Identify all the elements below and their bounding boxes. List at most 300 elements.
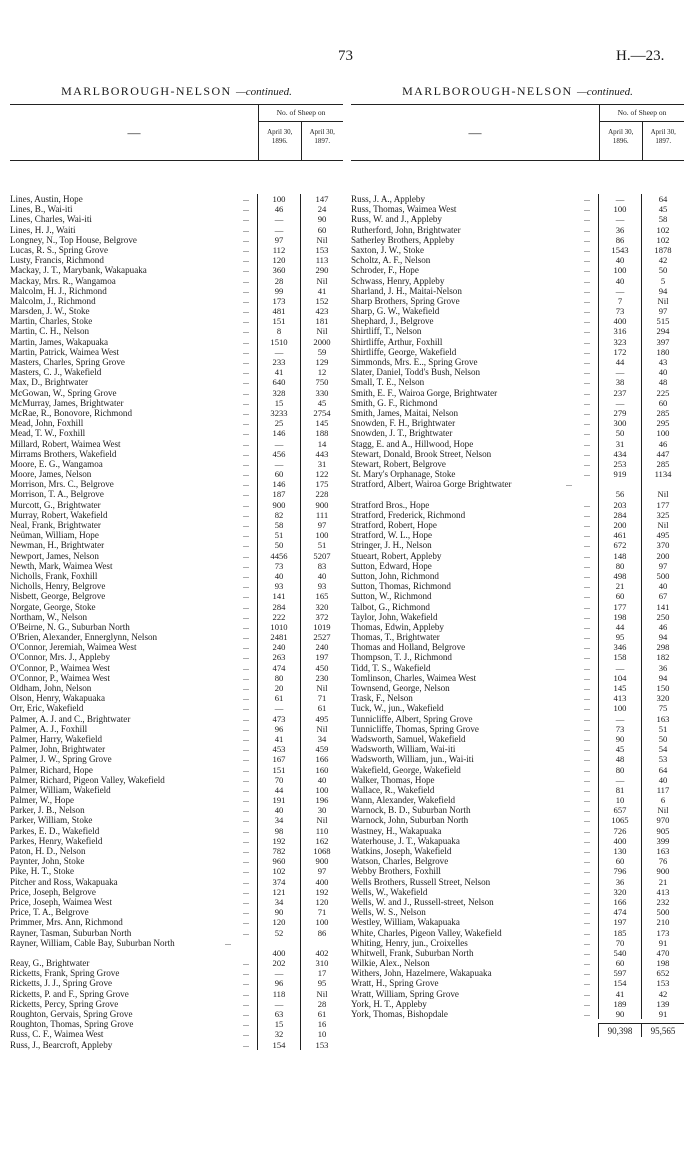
sheep-1896-cell: 90 [598, 1009, 641, 1019]
sheep-1896-cell: 146 [257, 479, 300, 489]
sheep-1896-cell: 473 [257, 714, 300, 724]
owner-cell [10, 968, 257, 978]
sheep-1897-cell: 1134 [641, 469, 684, 479]
sheep-1896-cell: 316 [598, 326, 641, 336]
leader-dots: ... [584, 805, 590, 815]
owner-cell [10, 897, 257, 907]
sheep-1897-cell: 91 [641, 1009, 684, 1019]
sheep-1897-cell: 290 [300, 265, 343, 275]
leader-dots: ... [243, 530, 249, 540]
sheep-1896-cell: 453 [257, 744, 300, 754]
leader-dots: ... [584, 856, 590, 866]
table-row [351, 459, 684, 469]
table-row [10, 398, 343, 408]
sheep-1897-cell: 67 [641, 591, 684, 601]
table-row [10, 917, 343, 927]
leader-dots: ... [243, 244, 249, 254]
owner-name: Russ, Thomas, Waimea West [351, 204, 457, 215]
sheep-1897-cell: 58 [641, 214, 684, 224]
owner-cell [10, 326, 257, 336]
sheep-1897-cell: 232 [641, 897, 684, 907]
owner-cell [10, 652, 257, 662]
leader-dots: ... [584, 642, 590, 652]
leader-dots: ... [243, 489, 249, 499]
owner-cell [10, 1040, 257, 1050]
table-row [351, 948, 684, 958]
owner-cell [10, 734, 257, 744]
table-row [10, 632, 343, 642]
sheep-1897-cell: 1068 [300, 846, 343, 856]
owner-name: O'Connor, P., Waimea West [10, 662, 111, 673]
table-row [351, 276, 684, 286]
sheep-1896-cell: 63 [257, 1009, 300, 1019]
owner-name: Wadsworth, Samuel, Wakefield [351, 733, 466, 744]
sheep-1897-cell: 94 [641, 286, 684, 296]
owner-cell [10, 500, 257, 510]
owner-name: Nisbett, George, Belgrove [10, 591, 106, 602]
sheep-1897-cell: Nil [641, 805, 684, 815]
owner-cell [10, 754, 257, 764]
sheep-1896-cell: 374 [257, 877, 300, 887]
owner-name: Roughton, Thomas, Spring Grove [10, 1019, 134, 1030]
sheep-1897-cell: 24 [300, 204, 343, 214]
sheep-1896-cell: 120 [257, 917, 300, 927]
leader-dots: ... [243, 927, 249, 937]
table-row [10, 510, 343, 520]
leader-dots: ... [584, 591, 590, 601]
leader-dots: ... [584, 407, 590, 417]
leader-dots: ... [584, 265, 590, 275]
sheep-1896-cell: 93 [257, 581, 300, 591]
sheep-1896-cell: 173 [257, 296, 300, 306]
table-row [10, 1019, 343, 1029]
table-row [351, 510, 684, 520]
sheep-1896-cell: 154 [257, 1040, 300, 1050]
sheep-1897-cell: 40 [641, 581, 684, 591]
leader-dots: ... [243, 683, 249, 692]
owner-cell [10, 856, 257, 866]
leader-dots: ... [243, 1009, 249, 1019]
owner-name: Waterhouse, J. T., Wakapuaka [351, 835, 460, 846]
owner-name: Shephard, J., Belgrove [351, 316, 434, 327]
leader-dots: ... [584, 458, 590, 468]
owner-name: York, H. T., Appleby [351, 998, 427, 1009]
sheep-1897-cell: 42 [641, 255, 684, 265]
leader-dots: ... [243, 520, 249, 529]
column-title-text: MARLBOROUGH-NELSON [61, 84, 232, 98]
owner-cell [351, 306, 598, 316]
owner-cell [10, 703, 257, 713]
sheep-1896-cell: 130 [598, 846, 641, 856]
sheep-1896-cell: 237 [598, 388, 641, 398]
sheep-1897-cell: 102 [641, 225, 684, 235]
sheep-1897-cell: 240 [300, 642, 343, 652]
sheep-1896-cell: 100 [598, 265, 641, 275]
sheep-1896-cell: 146 [257, 428, 300, 438]
owner-name: Parker, J. B., Nelson [10, 805, 85, 816]
owner-cell [10, 530, 257, 540]
sheep-1896-cell: 41 [257, 734, 300, 744]
leader-dots: ... [243, 693, 249, 703]
owner-name: Murcott, G., Brightwater [10, 499, 101, 510]
owner-cell [351, 968, 598, 978]
owner-cell [351, 204, 598, 214]
owner-name: Scholtz, A. F., Nelson [351, 255, 431, 266]
table-row [351, 958, 684, 968]
owner-name: Stratford, Albert, Wairoa Gorge Brightwater [351, 479, 512, 490]
table-row [10, 245, 343, 255]
leader-dots: ... [584, 1009, 590, 1019]
owner-name: Pike, H. T., Stoke [10, 866, 75, 877]
owner-name: Lines, Charles, Wai-iti [10, 214, 92, 225]
leader-dots: ... [584, 234, 590, 244]
table-row [351, 612, 684, 622]
leader-dots: ... [584, 744, 590, 754]
owner-name: Smith, G. F., Richmond [351, 397, 438, 408]
sheep-1896-cell: 782 [257, 846, 300, 856]
owner-name: Price, Joseph, Waimea West [10, 896, 112, 907]
table-row [351, 632, 684, 642]
table-row [10, 469, 343, 479]
sheep-1897-cell: 97 [300, 520, 343, 530]
table-row [10, 449, 343, 459]
owner-cell [10, 418, 257, 428]
owner-name: McGowan, W., Spring Grove [10, 387, 117, 398]
sheep-1896-cell: 474 [257, 663, 300, 673]
table-row [351, 673, 684, 683]
sheep-1896-cell: 1543 [598, 245, 641, 255]
sheep-1897-cell: 443 [300, 449, 343, 459]
leader-dots: ... [243, 387, 249, 397]
sheep-1897-cell: 16 [300, 1019, 343, 1029]
leader-dots: ... [584, 244, 590, 254]
sheep-1897-cell: 41 [300, 286, 343, 296]
owner-name: Neal, Frank, Brightwater [10, 520, 101, 530]
table-row [351, 805, 684, 815]
owner-cell [351, 194, 598, 204]
owner-cell [10, 551, 257, 561]
sheep-1897-cell: 97 [641, 561, 684, 571]
owner-cell [10, 642, 257, 652]
owner-cell [351, 785, 598, 795]
sheep-column-header [599, 105, 684, 160]
owner-name: Watkins, Joseph, Wakefield [351, 846, 452, 857]
sheep-1896-cell: 100 [598, 204, 641, 214]
sheep-1896-cell: 191 [257, 795, 300, 805]
table-row [10, 897, 343, 907]
sheep-1897-cell: Nil [300, 326, 343, 336]
owner-name: O'Brien, Alexander, Ennerglynn, Nelson [10, 632, 158, 643]
owner-cell [10, 581, 257, 591]
leader-dots: ... [243, 1039, 249, 1049]
sheep-1897-cell: 652 [641, 968, 684, 978]
leader-dots: ... [584, 866, 590, 876]
owner-cell [351, 724, 598, 734]
sheep-1896-cell: 400 [598, 316, 641, 326]
owner-cell [351, 428, 598, 438]
table-row [10, 459, 343, 469]
owner-name: Stewart, Donald, Brook Street, Nelson [351, 448, 492, 459]
leader-dots: ... [243, 428, 249, 438]
leader-dots: ... [243, 285, 249, 295]
sheep-1896-cell: 41 [257, 367, 300, 377]
leader-dots: ... [243, 204, 249, 214]
owner-cell [351, 449, 598, 459]
sheep-1897-cell: 5 [641, 276, 684, 286]
owner-cell [351, 326, 598, 336]
sheep-1897-cell: 197 [300, 652, 343, 662]
leader-dots: ... [243, 234, 249, 244]
owner-cell [351, 388, 598, 398]
owner-name: Mead, John, Foxhill [10, 418, 84, 429]
sheep-1896-cell: 100 [257, 194, 300, 204]
owner-name: Russ, J. A., Appleby [351, 194, 426, 204]
owner-name: Masters, Charles, Spring Grove [10, 357, 125, 367]
table-row [10, 439, 343, 449]
table-row [351, 602, 684, 612]
owner-name: Sutton, W., Richmond [351, 591, 432, 602]
leader-dots: ... [584, 306, 590, 316]
leader-dots: ... [243, 825, 249, 835]
sheep-1897-cell: Nil [641, 479, 684, 499]
sheep-1897-cell: 59 [300, 347, 343, 357]
leader-dots: ... [584, 825, 590, 835]
table-row [10, 418, 343, 428]
sheep-1897-cell: 230 [300, 673, 343, 683]
sheep-1896-cell: 73 [598, 724, 641, 734]
owner-cell [10, 989, 257, 999]
table-row [351, 377, 684, 387]
owner-name: Ricketts, P. and F., Spring Grove [10, 988, 129, 999]
sheep-1896-cell: 52 [257, 928, 300, 938]
sheep-1897-cell: 2000 [300, 337, 343, 347]
sheep-column-header [258, 105, 343, 160]
leader-dots: ... [243, 662, 249, 672]
sheep-1897-cell: 46 [641, 439, 684, 449]
sheep-1897-cell: 2754 [300, 408, 343, 418]
owner-cell [10, 439, 257, 449]
table-row [10, 775, 343, 785]
leader-dots: ... [243, 357, 249, 366]
leader-dots: ... [243, 601, 249, 611]
table-row [351, 357, 684, 367]
sheep-1897-cell: 50 [641, 734, 684, 744]
sheep-1896-cell: 323 [598, 337, 641, 347]
owner-name: Wann, Alexander, Wakefield [351, 795, 456, 806]
sheep-1896-cell: 222 [257, 612, 300, 622]
sheep-1897-cell: 900 [300, 500, 343, 510]
table-row [10, 978, 343, 988]
owner-name: Primmer, Mrs. Ann, Richmond [10, 917, 123, 928]
sheep-1896-cell: 80 [598, 561, 641, 571]
sheep-1897-cell: 310 [300, 958, 343, 968]
sheep-1896-cell: 253 [598, 459, 641, 469]
owner-name: Lines, B., Wai-iti [10, 204, 73, 215]
sheep-1896-cell: 80 [257, 673, 300, 683]
owner-cell [10, 1009, 257, 1019]
sheep-1896-cell: 80 [598, 765, 641, 775]
sheep-1896-cell: 300 [598, 418, 641, 428]
sheep-1897-cell: 43 [641, 357, 684, 367]
table-row [10, 357, 343, 367]
sheep-1896-cell: 120 [257, 255, 300, 265]
leader-dots: ... [584, 499, 590, 509]
sheep-1896-cell: 86 [598, 235, 641, 245]
owner-cell [351, 1009, 598, 1019]
owner-name: Wakefield, George, Wakefield [351, 764, 461, 775]
sheep-1897-cell: 40 [300, 775, 343, 785]
owner-cell [351, 907, 598, 917]
leader-dots: ... [243, 306, 249, 316]
leader-dots: ... [243, 194, 249, 203]
owner-name: York, Thomas, Bishopdale [351, 1009, 448, 1020]
leader-dots: ... [243, 774, 249, 784]
sheep-1896-cell: 20 [257, 683, 300, 693]
table-row [351, 306, 684, 316]
owner-name: Shirtliff, T., Nelson [351, 326, 422, 337]
owner-name: Lucas, R. S., Spring Grove [10, 244, 109, 255]
owner-name: Rayner, Tasman, Suburban North [10, 927, 132, 938]
owner-cell [10, 489, 257, 499]
owner-cell [351, 367, 598, 377]
sheep-1896-cell: 81 [598, 785, 641, 795]
owner-name: Max, D., Brightwater [10, 377, 89, 388]
table-row [10, 652, 343, 662]
sheep-1897-cell: 10 [300, 1029, 343, 1039]
sheep-1896-cell: — [598, 194, 641, 204]
owner-name: Snowden, J. T., Brightwater [351, 428, 453, 439]
right-column [351, 80, 684, 1037]
owner-cell [10, 785, 257, 795]
leader-dots: ... [243, 458, 249, 468]
leader-dots: ... [243, 632, 249, 642]
sheep-1897-cell: 71 [300, 907, 343, 917]
sheep-1897-cell: 900 [300, 856, 343, 866]
owner-name: Webby Brothers, Foxhill [351, 866, 441, 877]
owner-cell [351, 693, 598, 703]
sheep-1896-cell: 70 [257, 775, 300, 785]
sheep-1896-cell: 189 [598, 999, 641, 1009]
sheep-1896-cell: 284 [598, 510, 641, 520]
leader-dots: ... [243, 815, 249, 825]
sheep-1896-cell: 48 [598, 754, 641, 764]
sheep-1896-cell: 960 [257, 856, 300, 866]
sheep-1897-cell: 153 [300, 245, 343, 255]
leader-dots: ... [243, 265, 249, 275]
table-row [10, 734, 343, 744]
owner-name: Wastney, H., Wakapuaka [351, 825, 442, 836]
owner-name: Moore, James, Nelson [10, 469, 92, 480]
owner-name: Tunnicliffe, Thomas, Spring Grove [351, 723, 479, 734]
name-column-header: — [127, 124, 141, 140]
sheep-1896-cell: 56 [598, 479, 641, 499]
sheep-1896-cell: 328 [257, 388, 300, 398]
owner-cell [351, 744, 598, 754]
table-row [351, 235, 684, 245]
sheep-1896-cell: 36 [598, 225, 641, 235]
owner-cell [10, 887, 257, 897]
owner-name: Orr, Eric, Wakefield [10, 703, 84, 714]
sheep-1896-cell: 413 [598, 693, 641, 703]
owner-cell [351, 571, 598, 581]
sheep-1897-cell: Nil [300, 276, 343, 286]
table-row [351, 928, 684, 938]
table-row [10, 388, 343, 398]
sheep-1896-cell: 198 [598, 612, 641, 622]
table-row [351, 540, 684, 550]
owner-cell [351, 540, 598, 550]
leader-dots: ... [243, 224, 249, 234]
sheep-1897-cell: 45 [641, 204, 684, 214]
table-row [10, 989, 343, 999]
leader-dots: ... [584, 754, 590, 764]
owner-name: Morrison, T. A., Belgrove [10, 489, 104, 500]
leader-dots: ... [584, 611, 590, 621]
leader-dots: ... [584, 846, 590, 856]
sheep-1896-cell: 456 [257, 449, 300, 459]
owner-name: O'Connor, Mrs. J., Appleby [10, 652, 111, 663]
owner-cell [10, 714, 257, 724]
sheep-1897-cell: 64 [641, 194, 684, 204]
table-row [351, 204, 684, 214]
sheep-1896-cell: 8 [257, 326, 300, 336]
leader-dots: ... [243, 795, 249, 805]
owner-cell [351, 999, 598, 1009]
sheep-1896-cell: 263 [257, 652, 300, 662]
table-row [10, 846, 343, 856]
sheep-1897-cell: 117 [641, 785, 684, 795]
total-1897: 95,565 [641, 1023, 684, 1037]
sheep-1897-cell: 100 [300, 917, 343, 927]
owner-cell [10, 602, 257, 612]
table-row [351, 255, 684, 265]
left-column [10, 80, 343, 1050]
sheep-1897-cell: 111 [300, 510, 343, 520]
sheep-1897-cell: 1019 [300, 622, 343, 632]
sheep-1897-cell: Nil [641, 296, 684, 306]
sheep-1897-cell: 139 [641, 999, 684, 1009]
table-row [351, 989, 684, 999]
table-row [351, 551, 684, 561]
owner-cell [351, 337, 598, 347]
sheep-1897-cell: 54 [641, 744, 684, 754]
owner-name: Paton, H. D., Nelson [10, 846, 86, 856]
owner-cell [10, 388, 257, 398]
table-row [10, 520, 343, 530]
owner-cell [351, 836, 598, 846]
owner-name: Palmer, W., Hope [10, 795, 75, 806]
sheep-1897-cell: 30 [300, 805, 343, 815]
table-row [10, 765, 343, 775]
leader-dots: ... [243, 744, 249, 754]
sheep-1897-cell: 905 [641, 826, 684, 836]
column-title [351, 80, 684, 104]
sheep-1897-cell: 40 [300, 571, 343, 581]
sheep-1896-cell: 400 [598, 836, 641, 846]
owner-name: Martin, Charles, Stoke [10, 316, 93, 327]
sheep-1897-cell: 50 [641, 265, 684, 275]
owner-cell [10, 510, 257, 520]
table-header [10, 104, 343, 161]
leader-dots: ... [243, 988, 249, 998]
table-row [10, 286, 343, 296]
sheep-1896-cell: 44 [257, 785, 300, 795]
table-row [351, 520, 684, 530]
sheep-1897-cell: 285 [641, 459, 684, 469]
table-row [351, 652, 684, 662]
sheep-1896-cell: 50 [598, 428, 641, 438]
owner-cell [10, 622, 257, 632]
